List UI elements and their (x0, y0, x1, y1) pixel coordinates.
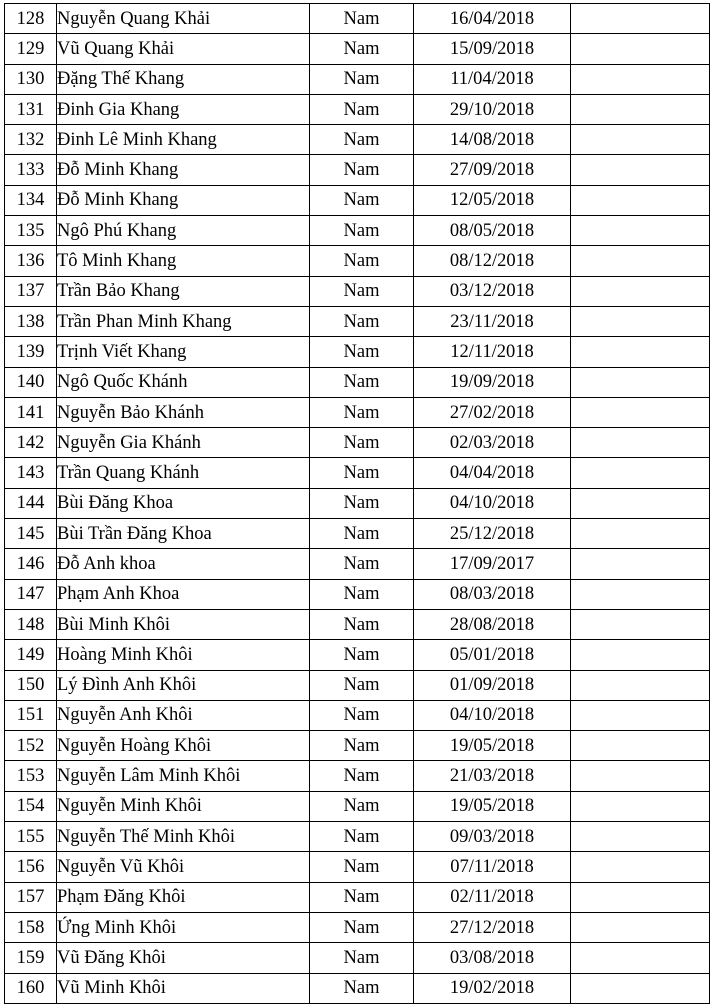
gender-cell: Nam (310, 852, 414, 882)
gender-cell: Nam (310, 94, 414, 124)
student-name-cell: Trần Quang Khánh (57, 458, 310, 488)
student-name-cell: Ngô Phú Khang (57, 216, 310, 246)
gender-cell: Nam (310, 700, 414, 730)
row-number-cell: 152 (5, 731, 57, 761)
student-name-cell: Phạm Anh Khoa (57, 579, 310, 609)
note-cell (571, 761, 710, 791)
row-number-cell: 157 (5, 882, 57, 912)
student-name-cell: Vũ Minh Khôi (57, 973, 310, 1003)
note-cell (571, 337, 710, 367)
birth-date-cell: 04/10/2018 (414, 488, 571, 518)
note-cell (571, 125, 710, 155)
student-name-cell: Đỗ Minh Khang (57, 185, 310, 215)
note-cell (571, 185, 710, 215)
row-number-cell: 148 (5, 609, 57, 639)
note-cell (571, 791, 710, 821)
row-number-cell: 150 (5, 670, 57, 700)
table-row (5, 882, 710, 912)
row-number-cell: 132 (5, 125, 57, 155)
table-row (5, 397, 710, 427)
row-number-cell: 145 (5, 519, 57, 549)
birth-date-cell: 19/05/2018 (414, 731, 571, 761)
row-number-cell: 138 (5, 306, 57, 336)
note-cell (571, 912, 710, 942)
gender-cell: Nam (310, 185, 414, 215)
note-cell (571, 822, 710, 852)
table-row (5, 791, 710, 821)
table-row (5, 367, 710, 397)
student-name-cell: Đỗ Anh khoa (57, 549, 310, 579)
note-cell (571, 943, 710, 973)
note-cell (571, 700, 710, 730)
student-name-cell: Ứng Minh Khôi (57, 912, 310, 942)
note-cell (571, 549, 710, 579)
gender-cell: Nam (310, 609, 414, 639)
birth-date-cell: 27/12/2018 (414, 912, 571, 942)
gender-cell: Nam (310, 670, 414, 700)
student-name-cell: Phạm Đăng Khôi (57, 882, 310, 912)
birth-date-cell: 27/02/2018 (414, 397, 571, 427)
birth-date-cell: 07/11/2018 (414, 852, 571, 882)
table-row (5, 943, 710, 973)
birth-date-cell: 15/09/2018 (414, 34, 571, 64)
gender-cell: Nam (310, 882, 414, 912)
birth-date-cell: 19/02/2018 (414, 973, 571, 1003)
student-name-cell: Đặng Thế Khang (57, 64, 310, 94)
table-row (5, 549, 710, 579)
table-row (5, 428, 710, 458)
birth-date-cell: 17/09/2017 (414, 549, 571, 579)
student-name-cell: Trần Bảo Khang (57, 276, 310, 306)
row-number-cell: 149 (5, 640, 57, 670)
row-number-cell: 154 (5, 791, 57, 821)
table-row (5, 306, 710, 336)
gender-cell: Nam (310, 64, 414, 94)
note-cell (571, 397, 710, 427)
table-row (5, 4, 710, 34)
table-row (5, 34, 710, 64)
note-cell (571, 367, 710, 397)
row-number-cell: 134 (5, 185, 57, 215)
birth-date-cell: 01/09/2018 (414, 670, 571, 700)
table-row (5, 64, 710, 94)
row-number-cell: 158 (5, 912, 57, 942)
birth-date-cell: 12/05/2018 (414, 185, 571, 215)
note-cell (571, 609, 710, 639)
birth-date-cell: 21/03/2018 (414, 761, 571, 791)
row-number-cell: 135 (5, 216, 57, 246)
row-number-cell: 139 (5, 337, 57, 367)
student-name-cell: Vũ Đăng Khôi (57, 943, 310, 973)
birth-date-cell: 08/05/2018 (414, 216, 571, 246)
birth-date-cell: 27/09/2018 (414, 155, 571, 185)
student-name-cell: Nguyễn Quang Khải (57, 4, 310, 34)
table-row (5, 94, 710, 124)
row-number-cell: 146 (5, 549, 57, 579)
birth-date-cell: 25/12/2018 (414, 519, 571, 549)
note-cell (571, 488, 710, 518)
student-name-cell: Nguyễn Hoàng Khôi (57, 731, 310, 761)
birth-date-cell: 28/08/2018 (414, 609, 571, 639)
student-roster-table (4, 3, 710, 1004)
gender-cell: Nam (310, 397, 414, 427)
table-row (5, 973, 710, 1003)
gender-cell: Nam (310, 549, 414, 579)
row-number-cell: 155 (5, 822, 57, 852)
table-row (5, 246, 710, 276)
row-number-cell: 140 (5, 367, 57, 397)
gender-cell: Nam (310, 125, 414, 155)
student-name-cell: Nguyễn Gia Khánh (57, 428, 310, 458)
row-number-cell: 141 (5, 397, 57, 427)
row-number-cell: 142 (5, 428, 57, 458)
row-number-cell: 128 (5, 4, 57, 34)
note-cell (571, 4, 710, 34)
row-number-cell: 129 (5, 34, 57, 64)
note-cell (571, 640, 710, 670)
row-number-cell: 131 (5, 94, 57, 124)
note-cell (571, 519, 710, 549)
gender-cell: Nam (310, 34, 414, 64)
gender-cell: Nam (310, 216, 414, 246)
gender-cell: Nam (310, 943, 414, 973)
student-name-cell: Ngô Quốc Khánh (57, 367, 310, 397)
birth-date-cell: 09/03/2018 (414, 822, 571, 852)
gender-cell: Nam (310, 731, 414, 761)
note-cell (571, 34, 710, 64)
birth-date-cell: 19/05/2018 (414, 791, 571, 821)
row-number-cell: 144 (5, 488, 57, 518)
gender-cell: Nam (310, 579, 414, 609)
note-cell (571, 276, 710, 306)
table-row (5, 852, 710, 882)
note-cell (571, 973, 710, 1003)
row-number-cell: 137 (5, 276, 57, 306)
birth-date-cell: 04/04/2018 (414, 458, 571, 488)
student-name-cell: Bùi Đăng Khoa (57, 488, 310, 518)
row-number-cell: 151 (5, 700, 57, 730)
birth-date-cell: 29/10/2018 (414, 94, 571, 124)
gender-cell: Nam (310, 519, 414, 549)
note-cell (571, 94, 710, 124)
note-cell (571, 670, 710, 700)
gender-cell: Nam (310, 640, 414, 670)
gender-cell: Nam (310, 973, 414, 1003)
table-row (5, 125, 710, 155)
birth-date-cell: 23/11/2018 (414, 306, 571, 336)
student-name-cell: Hoàng Minh Khôi (57, 640, 310, 670)
table-row (5, 488, 710, 518)
gender-cell: Nam (310, 912, 414, 942)
student-name-cell: Nguyễn Thế Minh Khôi (57, 822, 310, 852)
table-row (5, 337, 710, 367)
note-cell (571, 64, 710, 94)
birth-date-cell: 03/12/2018 (414, 276, 571, 306)
row-number-cell: 136 (5, 246, 57, 276)
student-name-cell: Nguyễn Minh Khôi (57, 791, 310, 821)
table-row (5, 185, 710, 215)
gender-cell: Nam (310, 306, 414, 336)
table-row (5, 519, 710, 549)
gender-cell: Nam (310, 761, 414, 791)
row-number-cell: 130 (5, 64, 57, 94)
table-row (5, 700, 710, 730)
table-row (5, 912, 710, 942)
birth-date-cell: 08/03/2018 (414, 579, 571, 609)
table-row (5, 640, 710, 670)
note-cell (571, 155, 710, 185)
row-number-cell: 153 (5, 761, 57, 791)
student-name-cell: Bùi Trần Đăng Khoa (57, 519, 310, 549)
birth-date-cell: 14/08/2018 (414, 125, 571, 155)
row-number-cell: 156 (5, 852, 57, 882)
birth-date-cell: 11/04/2018 (414, 64, 571, 94)
table-row (5, 155, 710, 185)
birth-date-cell: 04/10/2018 (414, 700, 571, 730)
note-cell (571, 246, 710, 276)
row-number-cell: 160 (5, 973, 57, 1003)
table-row (5, 670, 710, 700)
student-name-cell: Đinh Gia Khang (57, 94, 310, 124)
birth-date-cell: 08/12/2018 (414, 246, 571, 276)
note-cell (571, 306, 710, 336)
gender-cell: Nam (310, 276, 414, 306)
gender-cell: Nam (310, 337, 414, 367)
note-cell (571, 852, 710, 882)
row-number-cell: 147 (5, 579, 57, 609)
gender-cell: Nam (310, 822, 414, 852)
note-cell (571, 731, 710, 761)
birth-date-cell: 02/11/2018 (414, 882, 571, 912)
student-name-cell: Bùi Minh Khôi (57, 609, 310, 639)
birth-date-cell: 05/01/2018 (414, 640, 571, 670)
birth-date-cell: 16/04/2018 (414, 4, 571, 34)
note-cell (571, 458, 710, 488)
row-number-cell: 143 (5, 458, 57, 488)
note-cell (571, 428, 710, 458)
student-name-cell: Nguyễn Lâm Minh Khôi (57, 761, 310, 791)
student-name-cell: Nguyễn Vũ Khôi (57, 852, 310, 882)
student-name-cell: Lý Đình Anh Khôi (57, 670, 310, 700)
student-name-cell: Tô Minh Khang (57, 246, 310, 276)
gender-cell: Nam (310, 246, 414, 276)
table-row (5, 609, 710, 639)
gender-cell: Nam (310, 155, 414, 185)
gender-cell: Nam (310, 458, 414, 488)
table-row (5, 731, 710, 761)
gender-cell: Nam (310, 367, 414, 397)
gender-cell: Nam (310, 428, 414, 458)
note-cell (571, 882, 710, 912)
gender-cell: Nam (310, 488, 414, 518)
note-cell (571, 216, 710, 246)
table-row (5, 579, 710, 609)
table-row (5, 216, 710, 246)
table-row (5, 761, 710, 791)
birth-date-cell: 03/08/2018 (414, 943, 571, 973)
gender-cell: Nam (310, 4, 414, 34)
note-cell (571, 579, 710, 609)
student-name-cell: Trịnh Viết Khang (57, 337, 310, 367)
student-name-cell: Vũ Quang Khải (57, 34, 310, 64)
row-number-cell: 159 (5, 943, 57, 973)
student-name-cell: Đỗ Minh Khang (57, 155, 310, 185)
student-name-cell: Đinh Lê Minh Khang (57, 125, 310, 155)
gender-cell: Nam (310, 791, 414, 821)
row-number-cell: 133 (5, 155, 57, 185)
table-row (5, 458, 710, 488)
student-name-cell: Trần Phan Minh Khang (57, 306, 310, 336)
birth-date-cell: 12/11/2018 (414, 337, 571, 367)
birth-date-cell: 02/03/2018 (414, 428, 571, 458)
birth-date-cell: 19/09/2018 (414, 367, 571, 397)
roster-body (5, 4, 710, 1004)
student-name-cell: Nguyễn Anh Khôi (57, 700, 310, 730)
table-row (5, 822, 710, 852)
table-row (5, 276, 710, 306)
student-name-cell: Nguyễn Bảo Khánh (57, 397, 310, 427)
